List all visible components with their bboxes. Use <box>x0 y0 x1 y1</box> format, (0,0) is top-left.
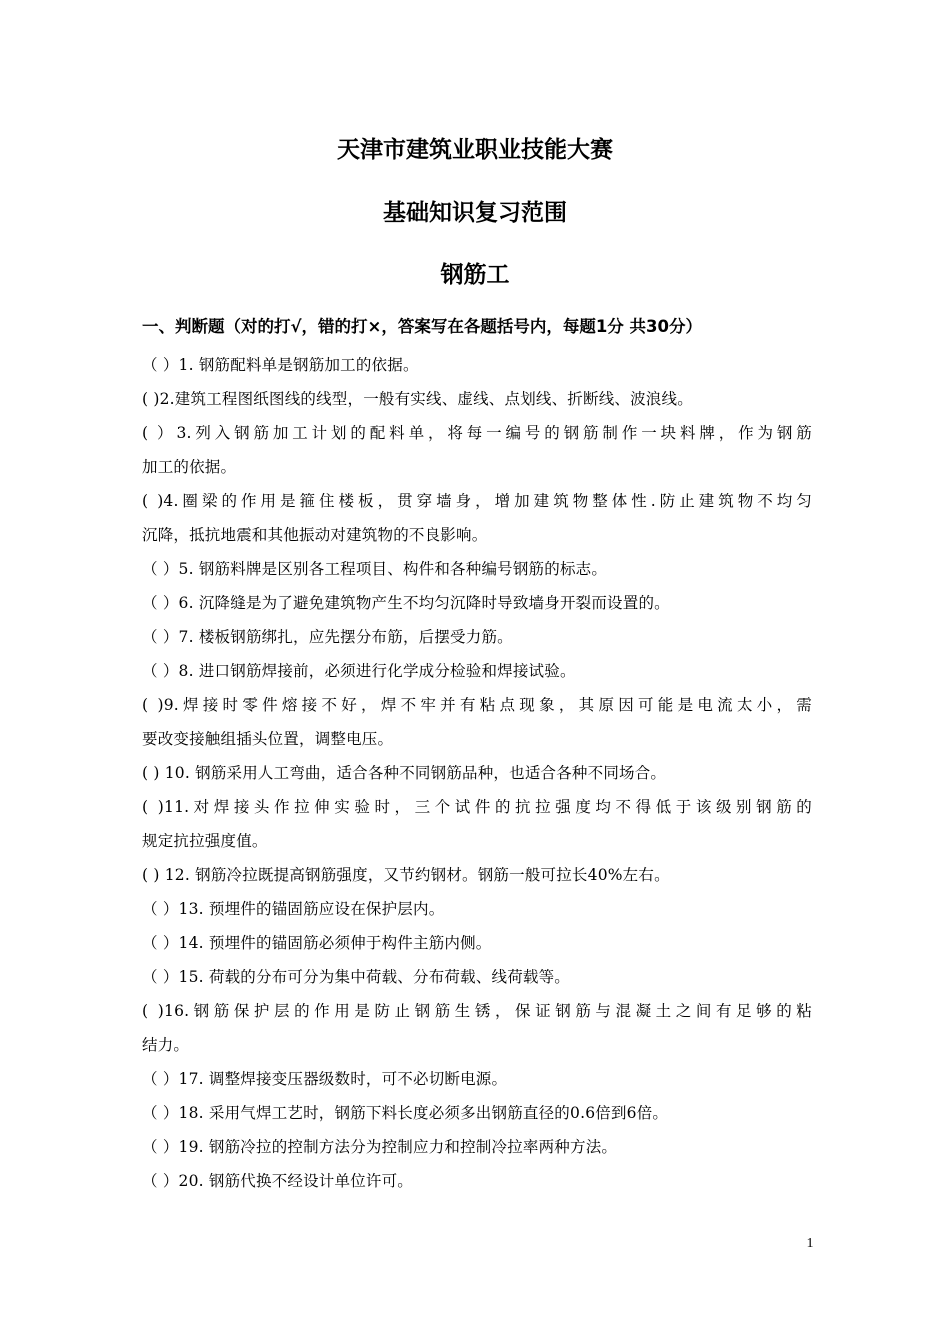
question-item <box>142 858 812 892</box>
question-item <box>142 1096 812 1130</box>
section-heading: 一、判断题（对的打√，错的打×，答案写在各题括号内，每题1分 共30分） <box>142 317 703 336</box>
question-text: （ ）1. 钢筋配料单是钢筋加工的依据。 <box>142 356 419 374</box>
question-text: ( ) 12. 钢筋冷拉既提高钢筋强度，又节约钢材。钢筋一般可拉长40%左右。 <box>142 866 670 884</box>
question-text: ( ）3.列入钢筋加工计划的配料单，将每一编号的钢筋制作一块料牌，作为钢筋 <box>142 424 812 442</box>
question-text: （ ）5. 钢筋料牌是区别各工程项目、构件和各种编号钢筋的标志。 <box>142 560 608 578</box>
question-item <box>142 552 812 586</box>
question-text: （ ）20. 钢筋代换不经设计单位许可。 <box>142 1172 414 1190</box>
question-item <box>142 484 812 552</box>
question-item <box>142 620 812 654</box>
question-item <box>142 994 812 1062</box>
question-item <box>142 348 812 382</box>
question-text: ( )2.建筑工程图纸图线的线型，一般有实线、虚线、点划线、折断线、波浪线。 <box>142 390 693 408</box>
question-text: （ ）7. 楼板钢筋绑扎，应先摆分布筋，后摆受力筋。 <box>142 628 513 646</box>
question-item <box>142 960 812 994</box>
document-subtitle: 基础知识复习范围 <box>383 200 567 226</box>
question-item <box>142 1130 812 1164</box>
trade-title: 钢筋工 <box>440 262 510 288</box>
question-text: （ ）6. 沉降缝是为了避免建筑物产生不均匀沉降时导致墙身开裂而设置的。 <box>142 594 670 612</box>
question-item <box>142 1164 812 1198</box>
question-text-continued: 规定抗拉强度值。 <box>142 832 268 850</box>
question-text-continued: 结力。 <box>142 1036 190 1054</box>
question-item <box>142 382 812 416</box>
question-text-continued: 加工的依据。 <box>142 458 237 476</box>
question-text: ( )16.钢筋保护层的作用是防止钢筋生锈，保证钢筋与混凝土之间有足够的粘 <box>142 1002 812 1020</box>
document-title: 天津市建筑业职业技能大赛 <box>337 137 613 163</box>
question-item <box>142 688 812 756</box>
question-item <box>142 1062 812 1096</box>
question-list <box>142 348 812 1198</box>
question-text-continued: 沉降，抵抗地震和其他振动对建筑物的不良影响。 <box>142 526 488 544</box>
question-text: ( ) 10. 钢筋采用人工弯曲，适合各种不同钢筋品种，也适合各种不同场合。 <box>142 764 667 782</box>
question-item <box>142 654 812 688</box>
question-item <box>142 416 812 484</box>
question-text-continued: 要改变接触组插头位置，调整电压。 <box>142 730 394 748</box>
question-text: （ ）18. 采用气焊工艺时，钢筋下料长度必须多出钢筋直径的0.6倍到6倍。 <box>142 1104 669 1122</box>
question-text: （ ）17. 调整焊接变压器级数时，可不必切断电源。 <box>142 1070 508 1088</box>
question-item <box>142 756 812 790</box>
question-text: ( )4.圈梁的作用是箍住楼板，贯穿墙身，增加建筑物整体性.防止建筑物不均匀 <box>142 492 812 510</box>
question-text: （ ）8. 进口钢筋焊接前，必须进行化学成分检验和焊接试验。 <box>142 662 576 680</box>
question-item <box>142 926 812 960</box>
question-text: （ ）19. 钢筋冷拉的控制方法分为控制应力和控制冷拉率两种方法。 <box>142 1138 618 1156</box>
question-text: （ ）13. 预埋件的锚固筋应设在保护层内。 <box>142 900 445 918</box>
question-item <box>142 586 812 620</box>
question-text: （ ）14. 预埋件的锚固筋必须伸于构件主筋内侧。 <box>142 934 492 952</box>
question-item <box>142 892 812 926</box>
question-text: ( )11.对焊接头作拉伸实验时，三个试件的抗拉强度均不得低于该级别钢筋的 <box>142 798 812 816</box>
page-number: 1 <box>806 1236 814 1251</box>
question-text: （ ）15. 荷载的分布可分为集中荷载、分布荷载、线荷载等。 <box>142 968 571 986</box>
question-text: ( )9.焊接时零件熔接不好，焊不牢并有粘点现象，其原因可能是电流太小，需 <box>142 696 812 714</box>
question-item <box>142 790 812 858</box>
